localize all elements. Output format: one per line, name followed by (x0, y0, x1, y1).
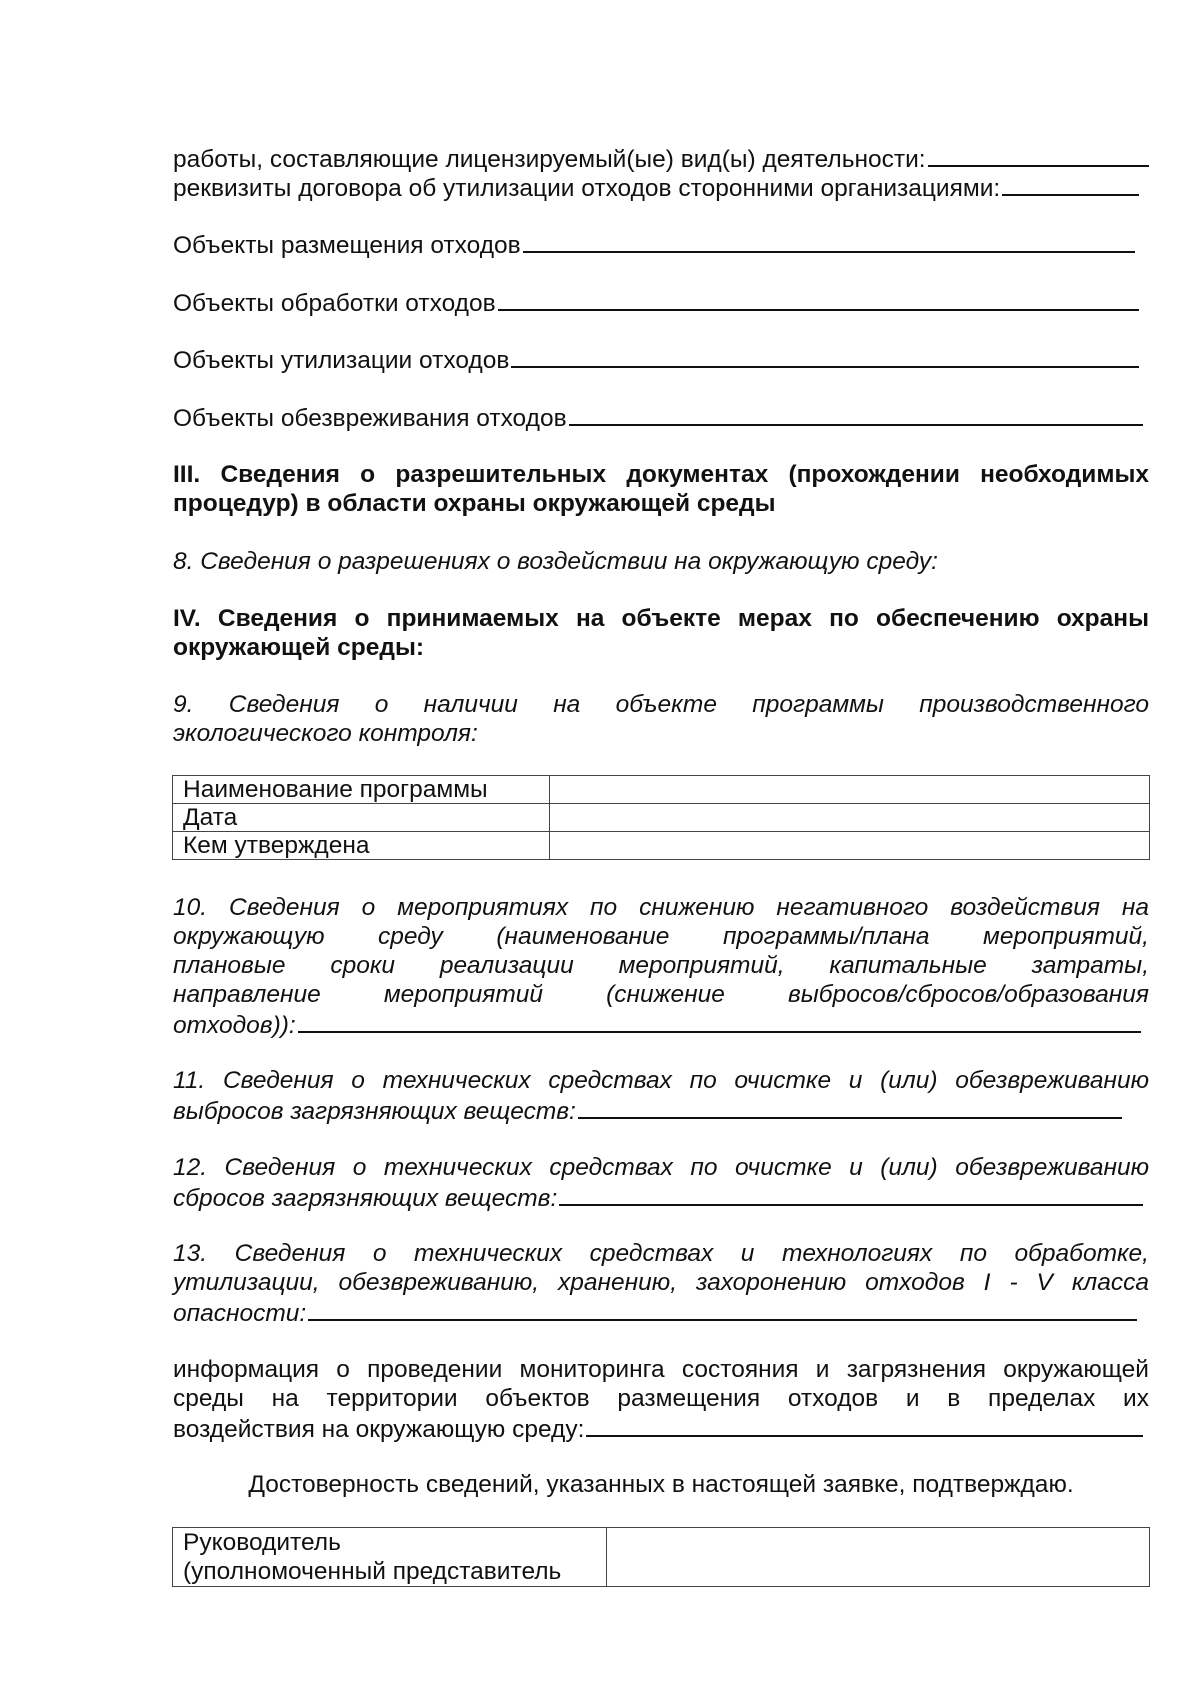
confirmation-text: Достоверность сведений, указанных в настоящей заявке, подтверждаю. (248, 1471, 1074, 1498)
item13-line2: утилизации, обезвреживанию, хранению, захоронению отходов I - V класса (173, 1269, 1149, 1296)
program-date-label: Дата (173, 804, 550, 832)
program-approver-label: Кем утверждена (173, 832, 550, 860)
item10-line3: плановые сроки реализации мероприятий, капитальные затраты, (173, 952, 1149, 979)
item9-line1: 9. Сведения о наличии на объекте программы производственного (173, 691, 1149, 718)
item13-line1: 13. Сведения о технических средствах и технологиях по обработке, (173, 1240, 1149, 1267)
signature-table (172, 1527, 1150, 1587)
item11-line2-label: выбросов загрязняющих веществ: (173, 1098, 576, 1125)
program-table (172, 775, 1150, 860)
item13-fill-blank[interactable] (308, 1297, 1137, 1321)
section3-heading-line2: процедур) в области охраны окружающей среды (173, 490, 776, 517)
item11-fill-blank[interactable] (578, 1095, 1122, 1119)
item10-line5-label: отходов)): (173, 1012, 296, 1039)
table-row (173, 776, 1150, 804)
placement-fill-blank[interactable] (523, 229, 1135, 253)
item10-line2: окружающую среду (наименование программы/плана мероприятий, (173, 923, 1149, 950)
works-fill-blank[interactable] (928, 143, 1149, 167)
section4-heading-line1: IV. Сведения о принимаемых на объекте мерах по обеспечению охраны (173, 605, 1149, 632)
works-label: работы, составляющие лицензируемый(ые) вид(ы) деятельности: (173, 146, 926, 173)
item12-line2 (173, 1182, 1143, 1213)
item10-line5 (173, 1009, 1141, 1040)
program-date-value[interactable] (550, 804, 1150, 832)
contract-line (173, 172, 1139, 203)
table-row (173, 832, 1150, 860)
contract-label: реквизиты договора об утилизации отходов сторонними организациями: (173, 175, 1001, 202)
item10-line4: направление мероприятий (снижение выбросов/сбросов/образования (173, 981, 1149, 1008)
program-name-label: Наименование программы (173, 776, 550, 804)
item11-line1: 11. Сведения о технических средствах по очистке и (или) обезвреживанию (173, 1067, 1149, 1094)
item10-fill-blank[interactable] (298, 1009, 1141, 1033)
item12-line1: 12. Сведения о технических средствах по очистке и (или) обезвреживанию (173, 1154, 1149, 1181)
table-row (173, 804, 1150, 832)
section3-heading-line1: III. Сведения о разрешительных документах (прохождении необходимых (173, 461, 1149, 488)
table-row (173, 1528, 1150, 1587)
monitoring-line2: среды на территории объектов размещения отходов и в пределах их (173, 1385, 1149, 1412)
monitoring-line3-label: воздействия на окружающую среду: (173, 1416, 585, 1443)
neutralization-fill-blank[interactable] (569, 402, 1143, 426)
signature-label-line2: (уполномоченный представитель (183, 1558, 562, 1585)
processing-fill-blank[interactable] (498, 287, 1139, 311)
processing-line (173, 287, 1139, 318)
neutralization-line (173, 402, 1143, 433)
program-approver-value[interactable] (550, 832, 1150, 860)
item13-line3-label: опасности: (173, 1300, 307, 1327)
placement-line (173, 229, 1135, 260)
item10-line1: 10. Сведения о мероприятиях по снижению негативного воздействия на (173, 894, 1149, 921)
utilization-line (173, 344, 1139, 375)
program-name-value[interactable] (550, 776, 1150, 804)
item8-text: 8. Сведения о разрешениях о воздействии на окружающую среду: (173, 548, 938, 575)
processing-label: Объекты обработки отходов (173, 290, 496, 317)
item9-line2: экологического контроля: (173, 720, 478, 747)
utilization-fill-blank[interactable] (511, 344, 1139, 368)
utilization-label: Объекты утилизации отходов (173, 347, 510, 374)
works-line (173, 143, 1149, 174)
monitoring-line3 (173, 1413, 1143, 1444)
placement-label: Объекты размещения отходов (173, 232, 521, 259)
item11-line2 (173, 1095, 1122, 1126)
item12-fill-blank[interactable] (559, 1182, 1143, 1206)
item13-line3 (173, 1297, 1137, 1328)
monitoring-line1: информация о проведении мониторинга состояния и загрязнения окружающей (173, 1356, 1149, 1383)
contract-fill-blank[interactable] (1002, 172, 1139, 196)
signature-label-line1: Руководитель (183, 1529, 341, 1556)
section4-heading-line2: окружающей среды: (173, 634, 425, 661)
neutralization-label: Объекты обезвреживания отходов (173, 405, 567, 432)
signature-value-cell[interactable] (607, 1528, 1150, 1587)
monitoring-fill-blank[interactable] (586, 1413, 1143, 1437)
item12-line2-label: сбросов загрязняющих веществ: (173, 1185, 558, 1212)
signature-label-cell (173, 1528, 607, 1587)
